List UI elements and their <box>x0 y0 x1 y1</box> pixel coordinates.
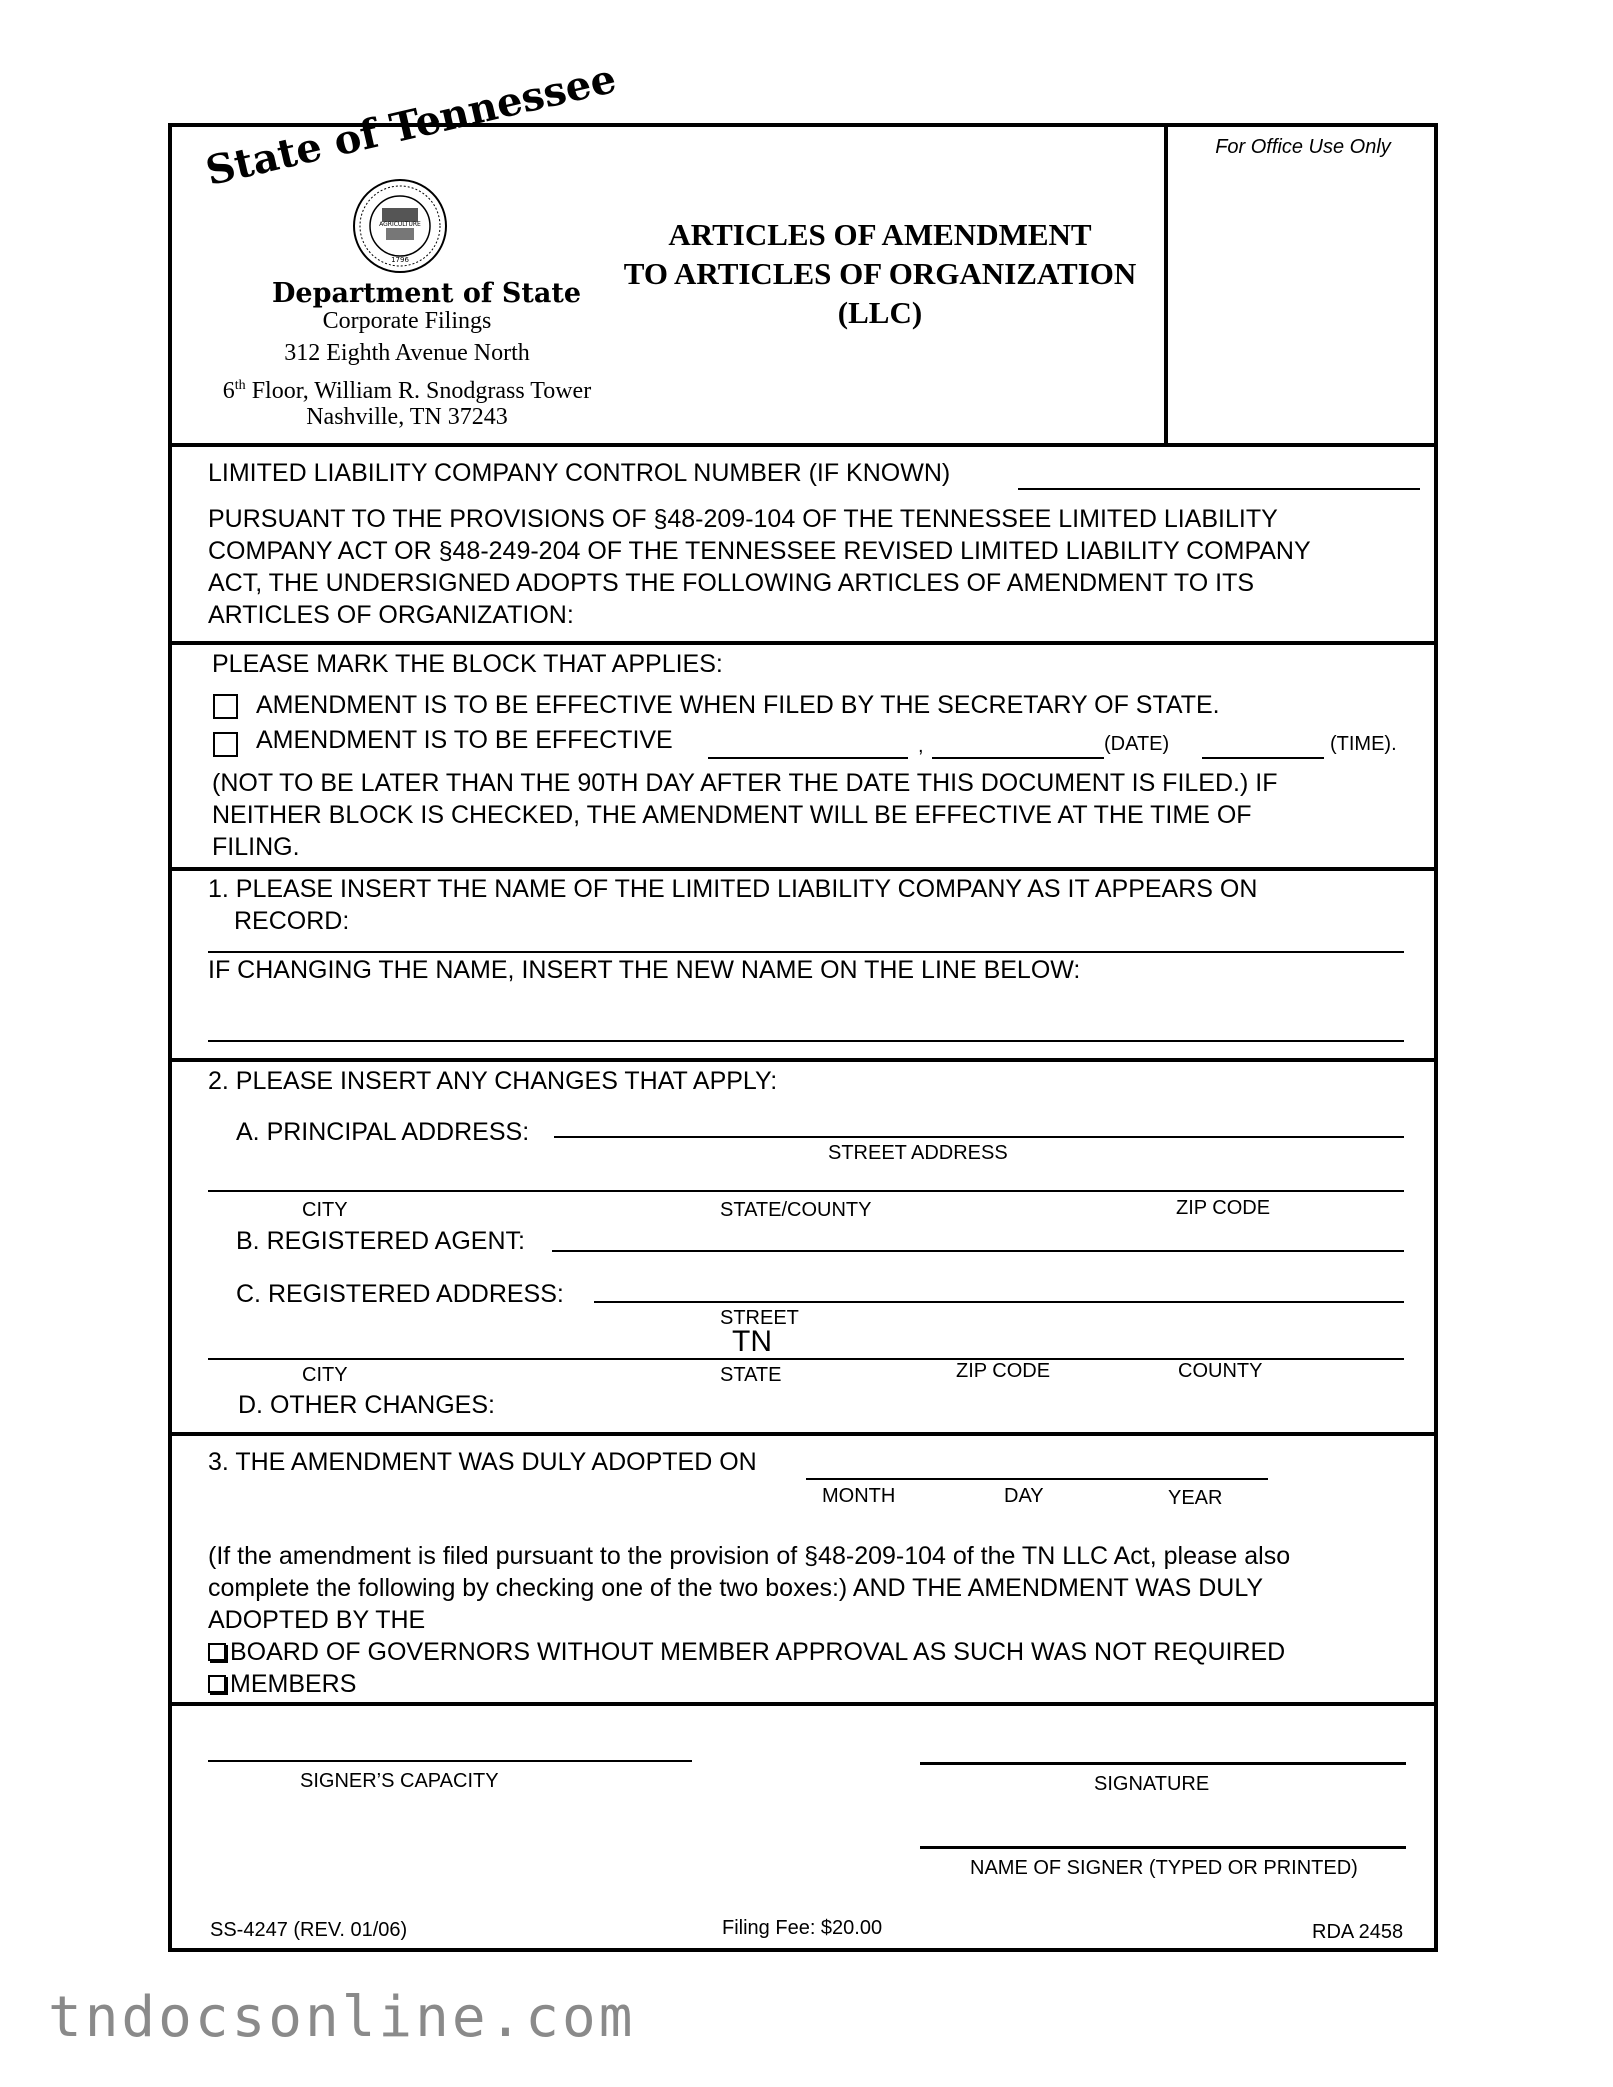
signer-name-field[interactable] <box>920 1846 1406 1849</box>
office-use-divider <box>1164 123 1168 447</box>
registered-agent-field[interactable] <box>552 1250 1404 1252</box>
pursuant-line-4: ARTICLES OF ORGANIZATION: <box>208 601 574 629</box>
section-divider <box>168 867 1438 871</box>
section1-line-1: 1. PLEASE INSERT THE NAME OF THE LIMITED LIABILITY COMPANY AS IT APPEARS ON <box>208 875 1258 903</box>
principal-city-field[interactable] <box>208 1190 1404 1192</box>
effective-on-date-label: AMENDMENT IS TO BE EFFECTIVE <box>256 726 673 754</box>
effective-when-filed-label: AMENDMENT IS TO BE EFFECTIVE WHEN FILED BY THE SECRETARY OF STATE. <box>256 691 1220 719</box>
state-county-caption: STATE/COUNTY <box>720 1199 872 1221</box>
rda-number: RDA 2458 <box>1312 1921 1404 1943</box>
zip-code-caption-2: ZIP CODE <box>956 1360 1051 1382</box>
comma: , <box>918 735 924 757</box>
watermark: tndocsonline.com <box>48 1985 636 2050</box>
board-of-governors-checkbox[interactable] <box>208 1643 226 1661</box>
control-number-field[interactable] <box>1018 488 1420 490</box>
effective-note-line-2: NEITHER BLOCK IS CHECKED, THE AMENDMENT WILL BE EFFECTIVE AT THE TIME OF <box>212 801 1252 829</box>
signature-field[interactable] <box>920 1762 1406 1765</box>
date-label: (DATE) <box>1104 733 1170 755</box>
section-divider <box>168 1702 1438 1706</box>
members-checkbox[interactable] <box>208 1675 226 1693</box>
filing-fee: Filing Fee: $20.00 <box>722 1917 883 1939</box>
effective-when-filed-checkbox[interactable] <box>213 694 238 719</box>
principal-street-field[interactable] <box>554 1136 1404 1138</box>
state-caption: STATE <box>720 1364 782 1386</box>
adopted-note-line-1: (If the amendment is filed pursuant to the provision of §48-209-104 of the TN LLC Act, please also <box>208 1542 1291 1570</box>
section-divider <box>168 641 1438 645</box>
effective-note-line-3: FILING. <box>212 833 300 861</box>
address-line-2: 312 Eighth Avenue North <box>284 340 530 366</box>
effective-time-field[interactable] <box>1202 757 1324 759</box>
state-seal-icon <box>352 178 448 274</box>
adopted-note-line-2: complete the following by checking one of the two boxes:) AND THE AMENDMENT WAS DULY <box>208 1574 1264 1602</box>
effective-note-line-1: (NOT TO BE LATER THAN THE 90TH DAY AFTER THE DATE THIS DOCUMENT IS FILED.) IF <box>212 769 1278 797</box>
form-title-line-2: TO ARTICLES OF ORGANIZATION <box>623 256 1137 291</box>
zip-code-caption: ZIP CODE <box>1176 1197 1271 1219</box>
signer-capacity-field[interactable] <box>208 1760 692 1762</box>
registered-address-label: C. REGISTERED ADDRESS: <box>236 1280 564 1308</box>
new-name-field[interactable] <box>208 1040 1404 1042</box>
pursuant-line-1: PURSUANT TO THE PROVISIONS OF §48-209-104 OF THE TENNESSEE LIMITED LIABILITY <box>208 505 1278 533</box>
pursuant-line-3: ACT, THE UNDERSIGNED ADOPTS THE FOLLOWING ARTICLES OF AMENDMENT TO ITS <box>208 569 1255 597</box>
office-use-label: For Office Use Only <box>1215 136 1391 158</box>
state-value: TN <box>732 1325 772 1358</box>
year-caption: YEAR <box>1168 1487 1223 1509</box>
current-name-field[interactable] <box>208 951 1404 953</box>
form-title-line-3: (LLC) <box>837 295 923 330</box>
section1-line-2: RECORD: <box>234 907 350 935</box>
registered-street-field[interactable] <box>594 1301 1404 1303</box>
day-caption: DAY <box>1004 1485 1044 1507</box>
address-line-4: Nashville, TN 37243 <box>306 404 508 430</box>
svg-text:1796: 1796 <box>391 256 409 264</box>
other-changes-label: D. OTHER CHANGES: <box>238 1391 495 1419</box>
adopted-date-field[interactable] <box>806 1478 1268 1480</box>
adopted-on-label: 3. THE AMENDMENT WAS DULY ADOPTED ON <box>208 1448 757 1476</box>
members-option[interactable]: MEMBERS <box>208 1668 356 1700</box>
effective-date-field-1[interactable] <box>708 757 908 759</box>
month-caption: MONTH <box>822 1485 896 1507</box>
street-caption: STREET <box>720 1307 799 1329</box>
signer-capacity-caption: SIGNER’S CAPACITY <box>300 1770 499 1792</box>
effective-on-date-checkbox[interactable] <box>213 732 238 757</box>
mark-block-heading: PLEASE MARK THE BLOCK THAT APPLIES: <box>212 650 723 678</box>
registered-agent-label: B. REGISTERED AGENT: <box>236 1227 525 1255</box>
signer-name-caption: NAME OF SIGNER (TYPED OR PRINTED) <box>970 1857 1358 1879</box>
street-address-caption: STREET ADDRESS <box>828 1142 1008 1164</box>
board-of-governors-option[interactable]: BOARD OF GOVERNORS WITHOUT MEMBER APPROVAL AS SUCH WAS NOT REQUIRED <box>208 1636 1285 1668</box>
effective-date-field-2[interactable] <box>932 757 1104 759</box>
section2-heading: 2. PLEASE INSERT ANY CHANGES THAT APPLY: <box>208 1067 778 1095</box>
section-divider <box>168 1432 1438 1436</box>
pursuant-line-2: COMPANY ACT OR §48-249-204 OF THE TENNESSEE REVISED LIMITED LIABILITY COMPANY <box>208 537 1311 565</box>
department-name: Department of State <box>272 278 582 309</box>
control-number-label: LIMITED LIABILITY COMPANY CONTROL NUMBER (IF KNOWN) <box>208 459 951 487</box>
section-divider <box>168 443 1438 447</box>
principal-address-label: A. PRINCIPAL ADDRESS: <box>236 1118 530 1146</box>
address-line-3: 6th Floor, William R. Snodgrass Tower <box>222 378 592 404</box>
time-label: (TIME). <box>1330 733 1397 755</box>
address-line-1: Corporate Filings <box>322 308 492 334</box>
form-number: SS-4247 (REV. 01/06) <box>210 1919 408 1941</box>
signature-caption: SIGNATURE <box>1094 1773 1210 1795</box>
county-caption: COUNTY <box>1178 1360 1263 1382</box>
city-caption-2: CITY <box>302 1364 348 1386</box>
svg-text:AGRICULTURE: AGRICULTURE <box>379 221 421 228</box>
adopted-note-line-3: ADOPTED BY THE <box>208 1606 426 1634</box>
city-caption: CITY <box>302 1199 348 1221</box>
state-name: State of Tennessee <box>201 54 621 195</box>
section-divider <box>168 1058 1438 1062</box>
form-title-line-1: ARTICLES OF AMENDMENT <box>668 217 1092 252</box>
form-title <box>600 215 1160 332</box>
new-name-label: IF CHANGING THE NAME, INSERT THE NEW NAME ON THE LINE BELOW: <box>208 956 1081 984</box>
